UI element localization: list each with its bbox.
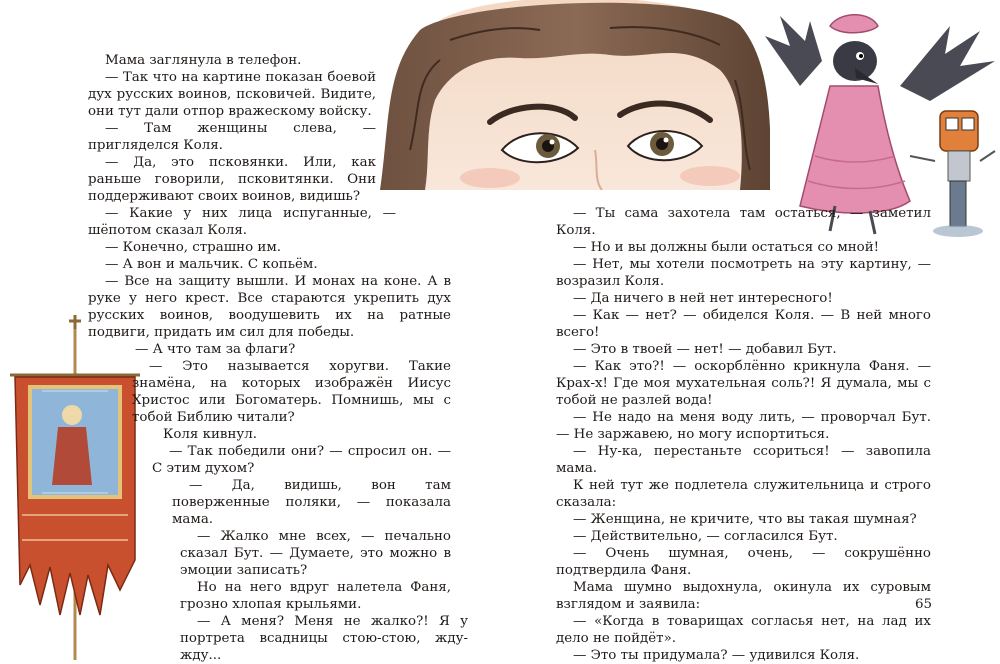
left-page-text [88, 52, 468, 664]
paragraph: — Конечно, страшно им. [105, 240, 282, 255]
paragraph: — Это ты придумала? — удивился Коля. [573, 648, 860, 663]
page-number: 65 [914, 597, 932, 612]
paragraph: — Все на защиту вышли. И монах на коне. А в руке у него крест. Все стараются укрепить дух русских воинов, воодушевить их на ратные подвиги, придать им сил для победы. [88, 274, 451, 340]
paragraph: — Женщина, не кричите, что вы такая шумная? [573, 512, 917, 527]
paragraph: — Какие у них лица испуганные, — шёпотом сказал Коля. [88, 206, 396, 238]
right-page-text [556, 205, 931, 664]
paragraph: — Но и вы должны были остаться со мной! [573, 240, 880, 255]
paragraph: — Очень шумная, очень, — сокрушённо подтвердила Фаня. [556, 546, 931, 578]
paragraph: — Это в твоей — нет! — добавил Бут. [573, 342, 837, 357]
paragraph: — Да, это псковянки. Или, как раньше говорили, псковитянки. Они поддерживают своих воинов, видишь? [88, 155, 376, 204]
paragraph: — Это называется хоругви. Такие знамёна, на которых изображён Иисус Христос или Богоматерь. Помнишь, мы с тобой Библию читали? [132, 359, 451, 425]
paragraph: — Как — нет? — обиделся Коля. — В ней много всего! [556, 308, 931, 340]
paragraph: — Не надо на меня воду лить, — проворчал Бут. — Не заржавею, но могу испортиться. [556, 410, 931, 442]
paragraph: — Так победили они? — спросил он. — С этим духом? [152, 444, 451, 476]
paragraph: — Так что на картине показан боевой дух русских воинов, псковичей. Видите, они тут дали отпор вражескому войску. [88, 70, 376, 119]
paragraph: — А меня? Меня не жалко?! Я у портрета всадницы стою-стою, жду-жду... [180, 614, 468, 663]
paragraph: — А вон и мальчик. С копьём. [105, 257, 318, 272]
paragraph: Мама шумно выдохнула, окинула их суровым взглядом и заявила: [556, 580, 931, 612]
paragraph: — «Когда в товарищах согласья нет, на лад их дело не пойдёт». [556, 614, 931, 646]
paragraph: — Ты сама захотела там остаться, — заметил Коля. [556, 206, 931, 238]
paragraph: Но на него вдруг налетела Фаня, грозно хлопая крыльями. [180, 580, 451, 612]
paragraph: — Нет, мы хотели посмотреть на эту картину, — возразил Коля. [556, 257, 931, 289]
paragraph: — Ну-ка, перестаньте ссориться! — завопила мама. [556, 444, 931, 476]
paragraph: — Там женщины слева, — пригляделся Коля. [88, 121, 376, 153]
paragraph: Коля кивнул. [163, 427, 258, 442]
paragraph: — А что там за флаги? [135, 342, 296, 357]
paragraph: — Действительно, — согласился Бут. [573, 529, 838, 544]
paragraph: Мама заглянула в телефон. [105, 53, 302, 68]
paragraph: — Да ничего в ней нет интересного! [573, 291, 833, 306]
paragraph: — Как это?! — оскорблённо крикнула Фаня. — Крах-х! Где моя мухательная соль?! Я думала, мы с тобой не разлей вода! [556, 359, 931, 408]
paragraph: К ней тут же подлетела служительница и строго сказала: [556, 478, 931, 510]
paragraph: — Жалко мне всех, — печально сказал Бут. — Думаете, это можно в эмоции записать? [180, 529, 451, 578]
paragraph: — Да, видишь, вон там поверженные поляки, — показала мама. [172, 478, 451, 527]
girl-eyes-illustration [380, 0, 770, 190]
